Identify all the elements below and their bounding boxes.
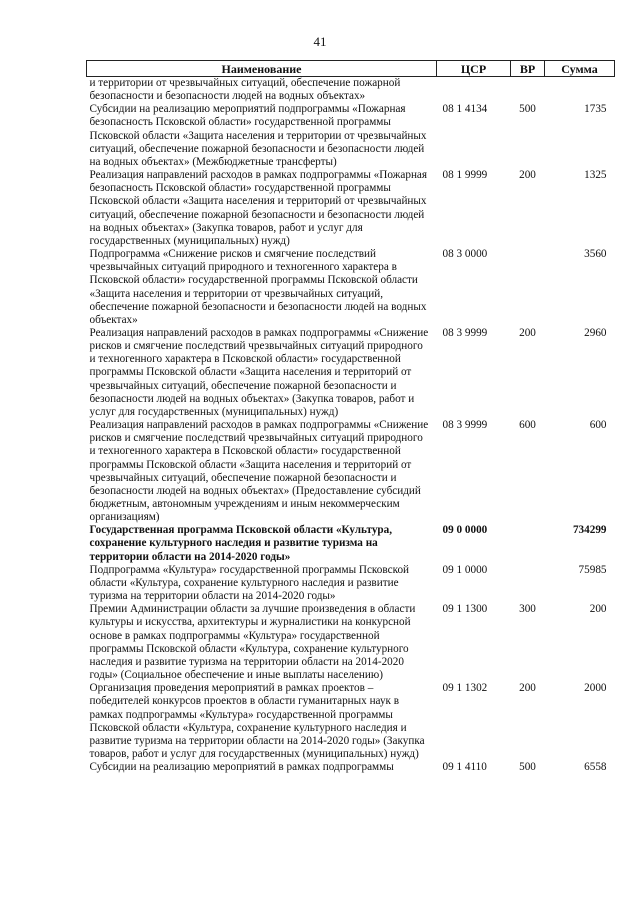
row-sum-cell: 6558 bbox=[584, 761, 607, 774]
row-name-cell: и территории от чрезвычайных ситуаций, обеспечение пожарной безопасности и безопасности людей на водных объектах» bbox=[89, 77, 401, 103]
row-vr-cell bbox=[511, 564, 545, 603]
row-name-cell: Реализация направлений расходов в рамках подпрограммы «Снижение рисков и смягчение последствий чрезвычайных ситуаций природного и техногенного характера в Псковской области» государственной программы Псковской области «Защита населения и территорий от чрезвычайных ситуаций, обеспечение пожарной безопасности и безопасности людей на водных объектах» (Закупка товаров, работ и услуг для государственных (муниципальных) нужд) bbox=[89, 326, 429, 418]
table-row bbox=[87, 564, 615, 603]
row-sum-cell: 3560 bbox=[584, 248, 607, 261]
row-csr-cell: 08 1 4134 bbox=[442, 103, 488, 116]
row-csr-cell: 08 3 9999 bbox=[442, 419, 488, 432]
table-row bbox=[87, 419, 615, 524]
row-name-cell: Подпрограмма «Снижение рисков и смягчение последствий чрезвычайных ситуаций природного и техногенного характера в Псковской области» государственной программы Псковской области «Защита населения и территории от чрезвычайных ситуаций, обеспечение пожарной безопасности и безопасности людей на водных объектах» bbox=[89, 248, 427, 326]
row-csr-cell: 08 3 0000 bbox=[442, 248, 488, 261]
row-sum-cell: 1735 bbox=[584, 103, 607, 116]
budget-table-container bbox=[86, 60, 614, 774]
row-vr-cell: 500 bbox=[519, 761, 536, 774]
row-sum-cell: 2960 bbox=[584, 326, 607, 339]
table-row bbox=[87, 524, 615, 563]
row-name-cell: Организация проведения мероприятий в рамках проектов – победителей конкурсов проектов в области гуманитарных наук в рамках подпрограммы «Культура» государственной программы Псковской области «Культура, сохранение культурного наследия и развитие туризма на территории области на 2014-2020 годы» (Закупка товаров, работ и услуг для государственных (муниципальных) нужд) bbox=[89, 682, 425, 760]
row-name-cell: Реализация направлений расходов в рамках подпрограммы «Пожарная безопасность Псковской области» государственной программы Псковской области «Защита населения и территорий от чрезвычайных ситуаций, обеспечение пожарной безопасности и безопасности людей на водных объектах» (Закупка товаров, работ и услуг для государственных (муниципальных) нужд) bbox=[89, 169, 428, 247]
row-csr-cell: 09 1 1302 bbox=[442, 682, 488, 695]
header-csr: ЦСР bbox=[437, 61, 511, 77]
row-csr-cell: 09 0 0000 bbox=[442, 524, 488, 537]
row-csr-cell: 08 3 9999 bbox=[442, 326, 488, 339]
row-name-cell: Премии Администрации области за лучшие произведения в области культуры и искусства, архитектуры и журналистики на конкурсной основе в рамках подпрограммы «Культура» государственной программы Псковской области «Культура, сохранение культурного наследия и развитие туризма на территории области на 2014-2020 годы» (Социальное обеспечение и иные выплаты населению) bbox=[89, 603, 416, 682]
table-body bbox=[87, 77, 615, 775]
row-vr-cell: 200 bbox=[519, 169, 536, 182]
header-sum: Сумма bbox=[545, 61, 615, 77]
row-vr-cell: 500 bbox=[519, 103, 536, 116]
row-sum-cell: 2000 bbox=[584, 682, 607, 695]
page-number: 41 bbox=[313, 34, 327, 49]
row-sum-cell: 1325 bbox=[584, 169, 607, 182]
row-name-cell: Реализация направлений расходов в рамках подпрограммы «Снижение рисков и смягчение последствий чрезвычайных ситуаций природного и техногенного характера в Псковской области» государственной программы Псковской области «Защита населения и территорий от чрезвычайных ситуаций, обеспечение пожарной безопасности и безопасности людей на водных объектах» (Предоставление субсидий бюджетным, автономным учреждениям и иным некоммерческим организациям) bbox=[89, 419, 429, 524]
row-sum-cell: 75985 bbox=[578, 563, 607, 576]
row-name-cell: Субсидии на реализацию мероприятий в рамках подпрограммы bbox=[89, 761, 394, 774]
row-csr-cell: 09 1 0000 bbox=[442, 563, 488, 576]
row-csr-cell: 09 1 4110 bbox=[442, 761, 487, 774]
table-row bbox=[87, 248, 615, 327]
table-row bbox=[87, 682, 615, 761]
budget-table bbox=[86, 60, 615, 774]
row-vr-cell: 300 bbox=[519, 603, 536, 616]
row-csr-cell: 08 1 9999 bbox=[442, 169, 488, 182]
header-name: Наименование bbox=[87, 61, 437, 77]
table-row bbox=[87, 327, 615, 419]
table-row bbox=[87, 169, 615, 248]
row-sum-cell: 200 bbox=[589, 603, 607, 616]
row-vr-cell: 200 bbox=[519, 682, 536, 695]
row-vr-cell bbox=[511, 77, 545, 104]
row-vr-cell bbox=[511, 248, 545, 327]
row-sum-cell: 600 bbox=[589, 419, 607, 432]
row-name-cell: Подпрограмма «Культура» государственной программы Псковской области «Культура, сохранение культурного наследия и развитие туризма на территории области на 2014-2020 годы» bbox=[89, 563, 410, 603]
row-vr-cell: 200 bbox=[519, 326, 536, 339]
row-csr-cell: 09 1 1300 bbox=[442, 603, 488, 616]
table-row bbox=[87, 761, 615, 774]
header-vr: ВР bbox=[511, 61, 545, 77]
row-sum-cell: 734299 bbox=[572, 524, 607, 537]
row-name-cell: Субсидии на реализацию мероприятий подпрограммы «Пожарная безопасность Псковской области» государственной программы Псковской области «Защита населения и территории от чрезвычайных ситуаций, обеспечение пожарной безопасности и безопасности людей на водных объектах» (Межбюджетные трансферты) bbox=[89, 103, 427, 168]
table-row bbox=[87, 603, 615, 682]
table-header-row bbox=[87, 61, 615, 77]
row-vr-cell: 600 bbox=[519, 419, 536, 432]
table-row bbox=[87, 77, 615, 104]
row-sum-cell bbox=[545, 77, 615, 104]
row-name-cell: Государственная программа Псковской области «Культура, сохранение культурного наследия и развитие туризма на территории области на 2014-2020 годы» bbox=[89, 524, 393, 563]
row-vr-cell bbox=[511, 524, 545, 563]
row-csr-cell bbox=[437, 77, 511, 104]
table-row bbox=[87, 103, 615, 169]
